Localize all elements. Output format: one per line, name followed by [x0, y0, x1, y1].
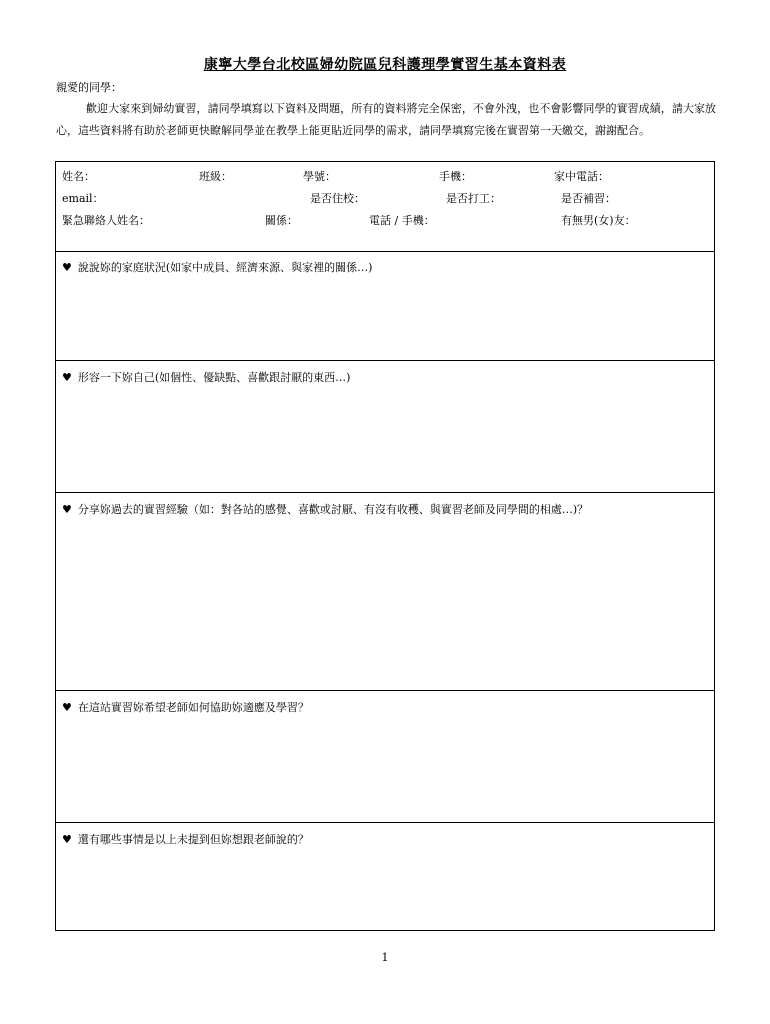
other-comments-prompt-text: 還有哪些事情是以上未提到但妳想跟老師說的？ — [77, 833, 309, 846]
teacher-help-prompt — [62, 699, 309, 715]
relation-field[interactable]: 關係： — [265, 214, 298, 227]
past-experience-prompt-text: 分享妳過去的實習經驗（如：對各站的感覺、喜歡或討厭、有沒有收穫、與實習老師及同學間的相處…)？ — [77, 503, 589, 516]
dorm-field[interactable]: 是否住校： — [310, 192, 365, 205]
teacher-help-section[interactable] — [56, 691, 714, 823]
mobile-field[interactable]: 手機： — [439, 170, 472, 183]
student-info-form — [55, 161, 715, 931]
teacher-help-prompt-text: 在這站實習妳希望老師如何協助妳適應及學習？ — [77, 701, 309, 714]
other-comments-prompt — [62, 831, 309, 847]
contact-phone-field[interactable]: 電話 / 手機： — [369, 214, 435, 227]
self-description-section[interactable] — [56, 361, 714, 493]
heart-icon: ♥ — [62, 261, 72, 274]
intro-paragraph: 歡迎大家來到婦幼實習，請同學填寫以下資料及問題，所有的資料將完全保密，不會外洩，也不會影響同學的實習成績，請大家放心，這些資料將有助於老師更快瞭解同學並在教學上能更貼近同學的需求，請同學填寫完後在實習第一天繳交，謝謝配合。 — [56, 102, 716, 137]
class-field[interactable]: 班級： — [199, 170, 232, 183]
heart-icon: ♥ — [62, 701, 72, 714]
cram-school-field[interactable]: 是否補習： — [561, 192, 616, 205]
basic-info-block — [56, 162, 714, 252]
heart-icon: ♥ — [62, 503, 72, 516]
partner-field[interactable]: 有無男(女)友： — [561, 214, 636, 227]
heart-icon: ♥ — [62, 833, 72, 846]
salutation: 親愛的同學： — [56, 81, 122, 94]
page-number: 1 — [381, 951, 389, 964]
self-description-prompt — [62, 369, 350, 385]
heart-icon: ♥ — [62, 371, 72, 384]
name-field[interactable]: 姓名： — [62, 170, 95, 183]
family-prompt — [62, 259, 372, 275]
home-phone-field[interactable]: 家中電話： — [554, 170, 609, 183]
past-experience-prompt — [62, 501, 588, 517]
other-comments-section[interactable] — [56, 823, 714, 930]
self-description-prompt-text: 形容一下妳自己(如個性、優缺點、喜歡跟討厭的東西…) — [77, 371, 351, 384]
emergency-contact-field[interactable]: 緊急聯絡人姓名： — [62, 214, 150, 227]
family-prompt-text: 說說妳的家庭狀況(如家中成員、經濟來源、與家裡的關係…) — [77, 261, 373, 274]
document-title: 康寧大學台北校區婦幼院區兒科護理學實習生基本資料表 — [203, 57, 567, 73]
email-field[interactable]: email： — [62, 192, 104, 205]
student-id-field[interactable]: 學號： — [303, 170, 336, 183]
past-experience-section[interactable] — [56, 493, 714, 691]
family-section[interactable] — [56, 251, 714, 361]
part-time-field[interactable]: 是否打工： — [446, 192, 501, 205]
